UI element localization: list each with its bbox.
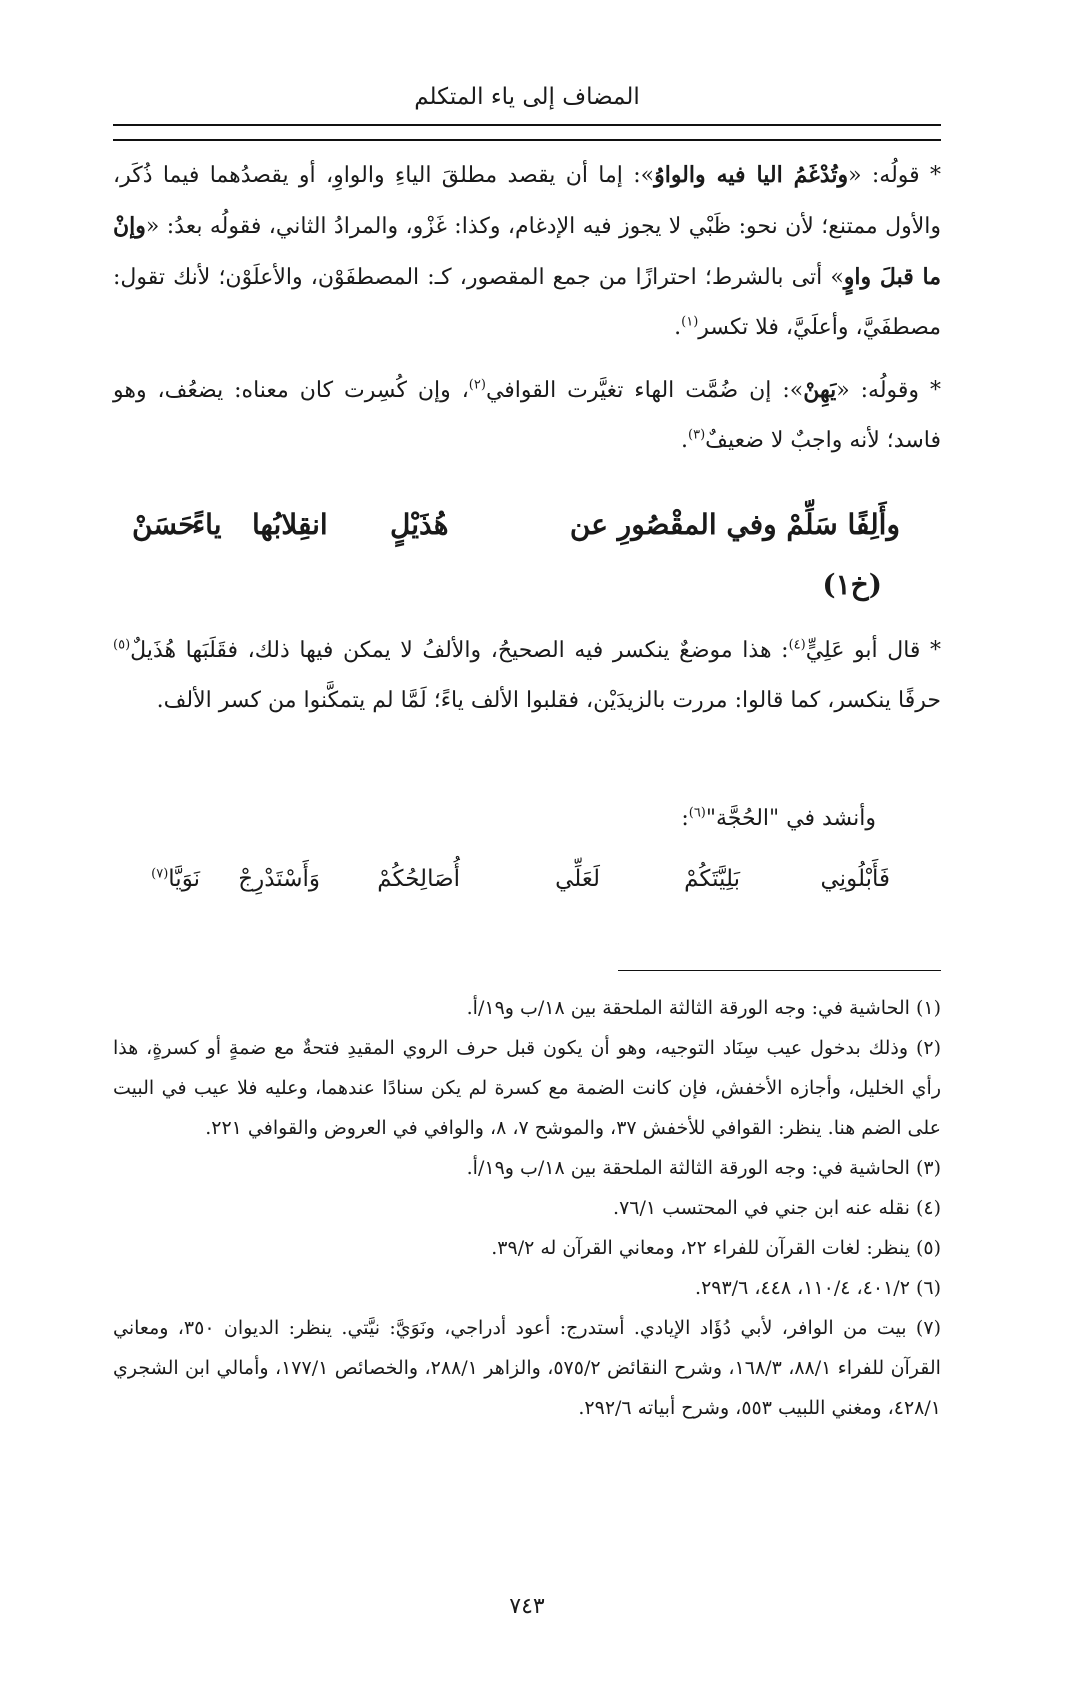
- footnote-ref-3[interactable]: (٣): [688, 427, 706, 443]
- footnote-3: (٣) الحاشية في: وجه الورقة الثالثة الملحقة بين ١٨/ب و١٩/أ.: [466, 1157, 941, 1179]
- footnote-ref-4[interactable]: (٤): [788, 637, 806, 653]
- bverse-word-5: وَأَسْتَدْرِجْ: [238, 866, 320, 892]
- p2-quote: يَهِنْ: [803, 377, 837, 403]
- footnote-ref-1[interactable]: (١): [681, 314, 699, 330]
- footnote-7: (٧) بيت من الوافر، لأبي دُؤَاد الإيادي. أستدرج: أعود أدراجي، ونَوَيَّ: نيَّتي. ينظر: الديوان ٣٥٠، ومعاني القرآن للفراء ٨٨/١، ١٦٨/٣، وشرح النقائض ٥٧٥/٢، والزاهر ٢٨٨/١، والخصائص ١٧٧/١، وأمالي ابن الشجري ٤٢٨/١، ومغني اللبيب ٥٥٣، وشرح أبياته ٢٩٢/٦.: [113, 1317, 941, 1419]
- alfiyya-verse: [132, 508, 900, 568]
- footnote-ref-6[interactable]: (٦): [688, 805, 706, 821]
- p3-middle: : هذا موضعٌ ينكسر فيه الصحيحُ، والألفُ لا يمكن فيها ذلك، فقَلَبَها هُذَيلٌ: [130, 638, 789, 663]
- bverse-word-1: فَأَبْلُونِي: [820, 866, 890, 892]
- paragraph-1: [113, 150, 941, 353]
- p1-intro: * قولُه: «: [848, 163, 941, 188]
- header-rule-bottom: [113, 139, 941, 141]
- footnote-ref-7[interactable]: (٧): [151, 866, 169, 882]
- page-number: ٧٤٣: [509, 1594, 545, 1619]
- footnote-4: (٤) نقله عنه ابن جني في المحتسب ٧٦/١.: [613, 1197, 941, 1219]
- p1-quote-1: وتُدْغَمُ اليا فيه والواوُ: [654, 162, 849, 188]
- bverse-word-4: أُصَالِحُكُمْ: [377, 866, 460, 892]
- footnote-separator: [618, 970, 941, 971]
- p1-quote-2: وإنْ ما قبلَ واوٍ: [113, 213, 941, 290]
- p1-middle: »: إما أن يقصد مطلقَ الياءِ والواوِ، أو يقصدُهما فيما ذُكَر، والأول ممتنع؛ لأن نحو: ظَبْي لا يجوز فيه الإدغام، وكذا: غَزْو، والمرادُ الثاني، فقولُه بعدُ: «: [113, 163, 941, 239]
- running-header: المضاف إلى ياء المتكلم: [414, 84, 640, 110]
- p2-intro: * وقولُه: «: [836, 378, 941, 403]
- verse-word-hasan: حَسَنْ: [132, 508, 196, 541]
- p3-end: حرفًا ينكسر، كما قالوا: مررت بالزيدَيْن، فقلبوا الألف ياءً؛ لَمَّا لم يتمكَّنوا من كسر الألف.: [156, 688, 941, 713]
- footnote-2: (٢) وذلك بدخول عيب سِنَاد التوجيه، وهو أن يكون قبل حرف الروي المقيدِ فتحةٌ مع ضمةٍ أو كسرةٍ، هذا رأي الخليل، وأجازه الأخفش، فإن كانت الضمة مع كسرة لم يكن سنادًا عندهما، وعليه فلا عيب في البيت على الضم هنا. ينظر: القوافي للأخفش ٣٧، والموشح ٧، ٨، والوافي في العروض والقوافي ٢٢١.: [113, 1037, 941, 1139]
- footnote-ref-2[interactable]: (٢): [468, 377, 486, 393]
- bverse-word-3: لَعَلِّي: [555, 866, 600, 892]
- paragraph-2: [113, 365, 941, 466]
- footnote-6: (٦) ٤٠١/٢، ١١٠/٤، ٤٤٨، ٢٩٣/٦.: [695, 1277, 941, 1299]
- p4-text: وأنشد في "الحُجَّة": [705, 806, 876, 831]
- p2-middle-2: ، وإن كُسِرت كان معناه: يضعُف، وهو فاسد؛ لأنه واجبٌ لا ضعيفٌ: [113, 378, 941, 453]
- verse-word-yaan: ياءً: [192, 508, 222, 541]
- header-rule-top: [113, 124, 941, 126]
- footnote-1: (١) الحاشية في: وجه الورقة الثالثة الملحقة بين ١٨/ب و١٩/أ.: [466, 997, 941, 1019]
- verse-code: (خ١): [822, 568, 882, 601]
- p2-tail: .: [681, 428, 689, 453]
- p4-tail: :: [681, 806, 689, 831]
- footnote-5: (٥) ينظر: لغات القرآن للفراء ٢٢، ومعاني القرآن له ٣٩/٢.: [491, 1237, 941, 1259]
- p1-tail: .: [674, 315, 682, 340]
- p1-end: » أتى بالشرط؛ احترازًا من جمع المقصور، كـ: المصطفَوْن، والأعلَوْن؛ لأنك تقول: مصطفَيَّ، وأعلَيَّ، فلا تكسر: [113, 265, 941, 340]
- footnotes: [113, 988, 941, 1428]
- paragraph-4: [681, 806, 876, 831]
- poetry-verse: [140, 866, 900, 916]
- p2-middle: »: إن ضُمَّت الهاء تغيَّرت القوافي: [485, 378, 804, 403]
- bverse-word-6: [151, 866, 200, 892]
- verse-word-hudhayl: هُذَيْلٍ: [390, 508, 449, 541]
- p3-intro: * قال أبو عَلِيٍّ: [805, 638, 942, 663]
- bverse-word-2: بَلِيَّتَكُمْ: [684, 866, 740, 892]
- verse-hemistich-1: وأَلِفًا سَلِّمْ وفي المقْصُورِ عن: [569, 508, 900, 541]
- paragraph-3-wrapper: [113, 626, 941, 726]
- main-text: [113, 150, 941, 466]
- footnote-ref-5[interactable]: (٥): [113, 637, 131, 653]
- bverse-word-6-text: نَوَيَّا: [168, 866, 200, 892]
- verse-word-inqilabuha: انقِلابُها: [252, 508, 328, 541]
- paragraph-3: [113, 626, 941, 726]
